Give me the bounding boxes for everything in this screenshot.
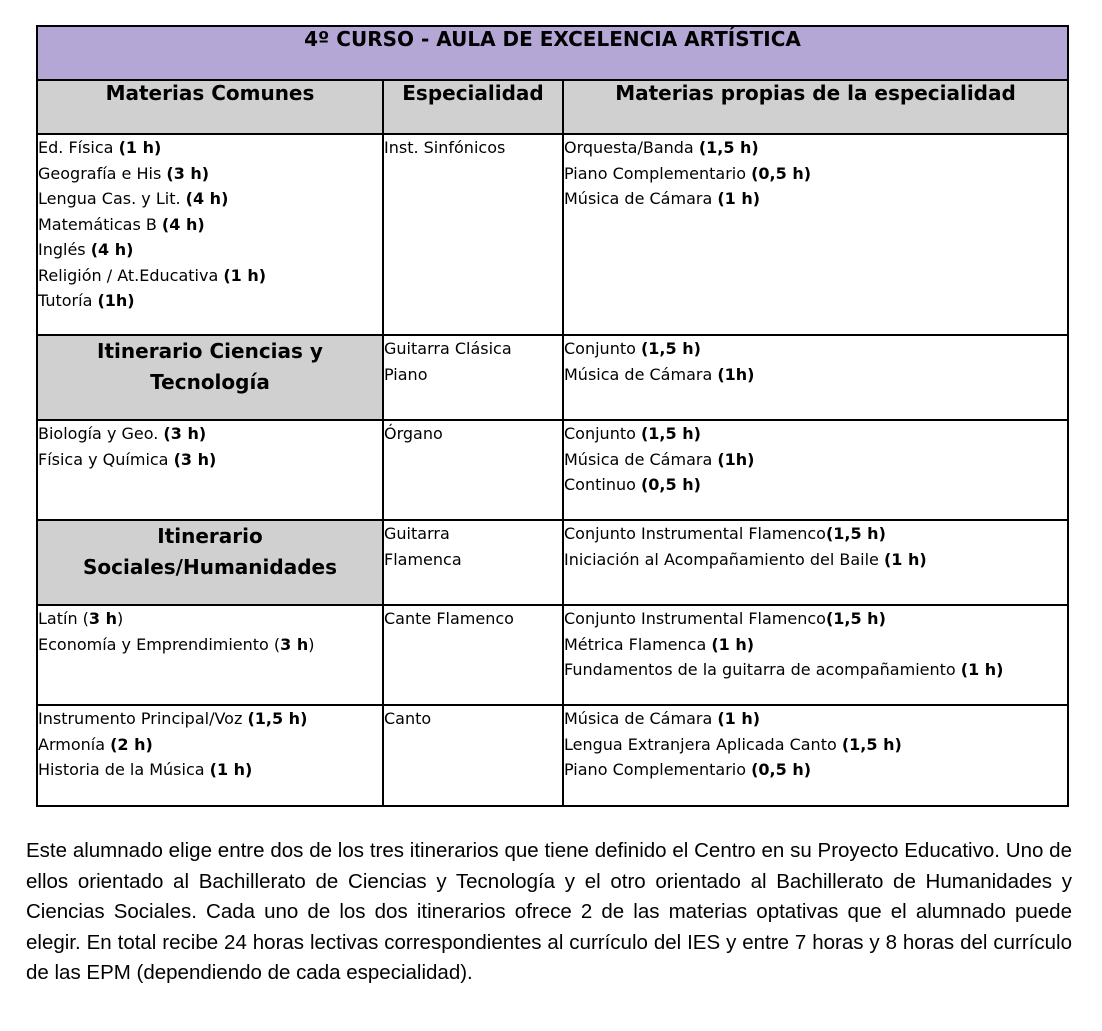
- especialidad-cell: [383, 520, 563, 605]
- itinerario-ciencias-heading: Itinerario Ciencias y Tecnología: [37, 335, 383, 420]
- table-row: [37, 420, 1068, 520]
- subject-line: Conjunto Instrumental Flamenco(1,5 h): [564, 524, 886, 543]
- subject-line: Conjunto (1,5 h): [564, 339, 701, 358]
- subject-line: Armonía (2 h): [38, 734, 153, 754]
- subject-line: Conjunto Instrumental Flamenco(1,5 h): [564, 609, 886, 628]
- table-row: [37, 520, 1068, 605]
- table-row: [37, 335, 1068, 420]
- subject-line: Música de Cámara (1 h): [564, 189, 761, 208]
- subject-line: Física y Química (3 h): [38, 449, 217, 469]
- especialidad-name: Cante Flamenco: [384, 609, 514, 628]
- header-especialidad: Especialidad: [383, 80, 563, 134]
- subject-line: Economía y Emprendimiento (3 h): [38, 634, 315, 654]
- course-table: [36, 25, 1069, 807]
- specialty-subjects-cell: [563, 520, 1068, 605]
- table-title: 4º CURSO - AULA DE EXCELENCIA ARTÍSTICA: [37, 26, 1068, 80]
- subject-line: Lengua Extranjera Aplicada Canto (1,5 h): [564, 734, 902, 754]
- subject-line: Orquesta/Banda (1,5 h): [564, 138, 759, 157]
- specialty-subjects-cell: [563, 134, 1068, 335]
- specialty-subjects-cell: [563, 705, 1068, 806]
- especialidad-cell: [383, 134, 563, 335]
- especialidad-cell: [383, 420, 563, 520]
- subject-line: Piano Complementario (0,5 h): [564, 163, 812, 183]
- especialidad-name: Canto: [384, 709, 432, 728]
- explanatory-paragraph: Este alumnado elige entre dos de los tres itinerarios que tiene definido el Centro en su Proyecto Educativo. Uno de ellos orientado al Bachillerato de Ciencias y Tecnología y el otro orientado al Bachillerato de Humanidades y Ciencias Sociales. Cada uno de los dos itinerarios ofrece 2 de las materias optativas que el alumnado puede elegir. En total recibe 24 horas lectivas correspondientes al currículo del IES y entre 7 horas y 8 horas del currículo de las EPM (dependiendo de cada especialidad).: [26, 839, 1072, 984]
- subject-line: Inglés (4 h): [38, 240, 134, 259]
- subject-line: Música de Cámara (1 h): [564, 709, 761, 728]
- especialidad-name: Piano: [384, 364, 428, 384]
- especialidad-cell: [383, 705, 563, 806]
- subject-line: Piano Complementario (0,5 h): [564, 760, 812, 779]
- especialidad-cell: [383, 605, 563, 705]
- music-subjects-cell: [37, 705, 383, 806]
- header-materias-comunes: Materias Comunes: [37, 80, 383, 134]
- especialidad-name: Inst. Sinfónicos: [384, 138, 506, 157]
- specialty-subjects-cell: [563, 605, 1068, 705]
- subject-line: Fundamentos de la guitarra de acompañamiento (1 h): [564, 660, 1004, 679]
- table-row: [37, 134, 1068, 335]
- subject-line: Biología y Geo. (3 h): [38, 424, 207, 443]
- especialidad-name: Guitarra Clásica: [384, 339, 512, 358]
- subject-line: Historia de la Música (1 h): [38, 760, 253, 779]
- subject-line: Matemáticas B (4 h): [38, 214, 205, 234]
- subject-line: Continuo (0,5 h): [564, 475, 701, 494]
- itinerario-sociales-heading: Itinerario Sociales/Humanidades: [37, 520, 383, 605]
- sociales-subjects-cell: [37, 605, 383, 705]
- specialty-subjects-cell: [563, 420, 1068, 520]
- header-materias-propias: Materias propias de la especialidad: [563, 80, 1068, 134]
- specialty-subjects-cell: [563, 335, 1068, 420]
- subject-line: Música de Cámara (1h): [564, 449, 755, 469]
- subject-line: Geografía e His (3 h): [38, 163, 210, 183]
- subject-line: Música de Cámara (1h): [564, 364, 755, 384]
- especialidad-name: Órgano: [384, 424, 443, 443]
- ciencias-subjects-cell: [37, 420, 383, 520]
- subject-line: Instrumento Principal/Voz (1,5 h): [38, 709, 308, 728]
- subject-line: Métrica Flamenca (1 h): [564, 634, 755, 654]
- table-row: [37, 605, 1068, 705]
- subject-line: Religión / At.Educativa (1 h): [38, 265, 267, 285]
- subject-line: Tutoría (1h): [38, 291, 135, 310]
- especialidad-name: Flamenca: [384, 549, 462, 569]
- especialidad-cell: [383, 335, 563, 420]
- subject-line: Latín (3 h): [38, 609, 124, 628]
- subject-line: Iniciación al Acompañamiento del Baile (1 h): [564, 549, 927, 569]
- subject-line: Lengua Cas. y Lit. (4 h): [38, 189, 229, 208]
- table-row: [37, 705, 1068, 806]
- common-subjects-cell: [37, 134, 383, 335]
- subject-line: Conjunto (1,5 h): [564, 424, 701, 443]
- subject-line: Ed. Física (1 h): [38, 138, 162, 157]
- especialidad-name: Guitarra: [384, 524, 450, 543]
